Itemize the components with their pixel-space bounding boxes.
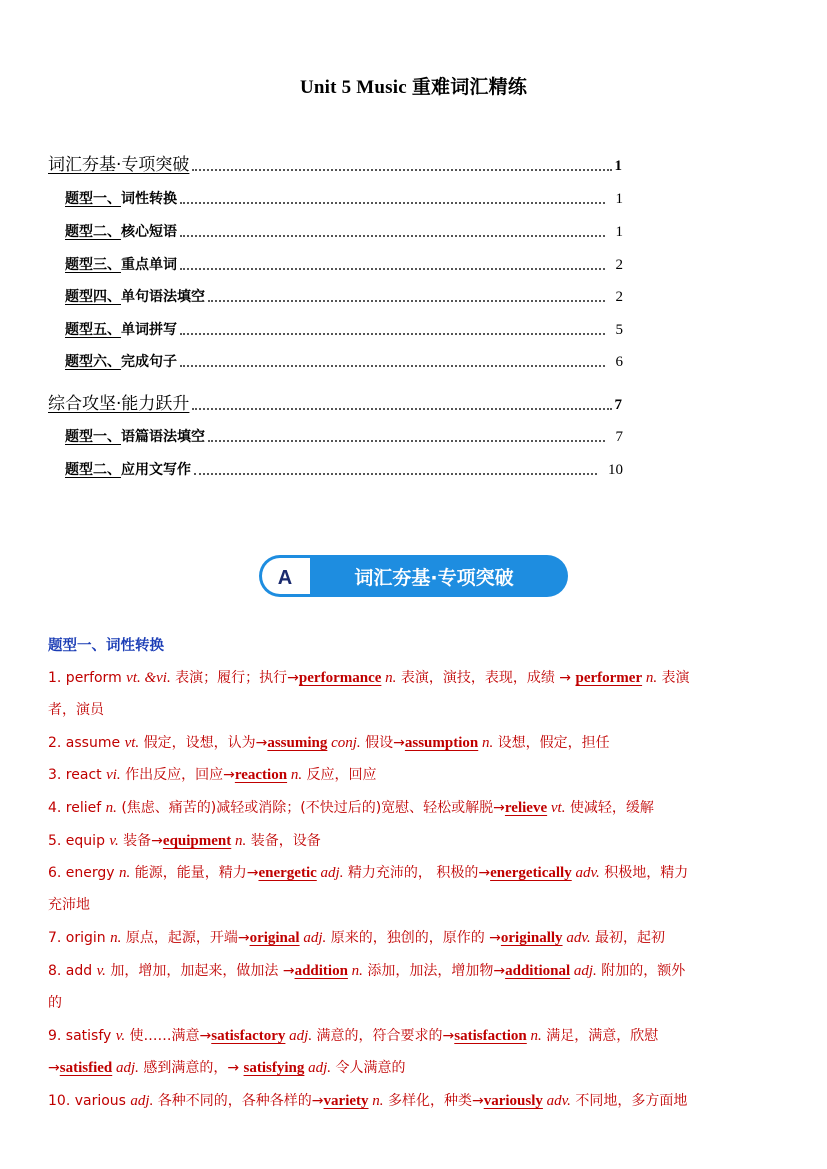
answer-word: original	[249, 930, 300, 946]
toc-page-number: 1	[614, 158, 622, 174]
vocab-entry: 3. react vi. 作出反应，回应→reaction n. 反应，回应	[48, 767, 377, 783]
vocab-entry: 8. add v. 加，增加，加起来，做加法 →addition n. 添加，加法，增加物→additional adj. 附加的，额外 的	[48, 963, 686, 1011]
answer-word: energetic	[258, 865, 317, 881]
answer-word: variously	[483, 1093, 543, 1109]
vocab-entry: 10. various adj. 各种不同的，各种各样的→variety n. 多样化，种类→variously adv. 不同地，多方面地	[48, 1093, 688, 1109]
answer-word: satisfaction	[454, 1028, 527, 1044]
section-banner	[259, 555, 568, 597]
toc-page-number: 10	[608, 462, 623, 478]
toc-page-number: 2	[615, 257, 623, 273]
vocab-entry: 4. relief n. (焦虑、痛苦的)减轻或消除；(不快过后的)宽慰、轻松或解脱→relieve vt. 使减轻，缓解	[48, 800, 654, 816]
toc-item[interactable]	[65, 254, 623, 274]
toc-page-number: 2	[615, 289, 623, 305]
answer-word: satisfied	[59, 1060, 113, 1076]
toc-leader-dots	[192, 168, 611, 171]
answer-word: equipment	[162, 833, 232, 849]
answer-word: relieve	[504, 800, 548, 816]
toc-item-label: 题型五、单词拼写	[65, 322, 177, 338]
answer-word: satisfactory	[211, 1028, 286, 1044]
banner-letter: A	[277, 567, 293, 589]
answer-word: originally	[500, 930, 563, 946]
toc-leader-dots	[180, 364, 605, 367]
toc-page-number: 1	[615, 224, 623, 240]
toc-leader-dots	[180, 234, 605, 237]
toc-leader-dots	[208, 299, 605, 302]
answer-word: variety	[323, 1093, 369, 1109]
answer-word: performance	[298, 670, 382, 686]
vocab-entry: 5. equip v. 装备→equipment n. 装备，设备	[48, 833, 321, 849]
toc-item-label: 题型一、词性转换	[65, 191, 177, 207]
toc-item-label: 题型六、完成句子	[65, 354, 177, 370]
toc-section-1[interactable]	[48, 150, 622, 175]
toc-item[interactable]	[65, 221, 623, 241]
toc-item[interactable]	[65, 319, 623, 339]
toc-item-label: 题型二、核心短语	[65, 224, 177, 240]
toc-item-label: 题型二、应用文写作	[65, 462, 191, 478]
answer-word: satisfying	[243, 1060, 305, 1076]
toc-item[interactable]	[65, 188, 623, 208]
section-heading: 题型一、词性转换	[48, 638, 164, 654]
page-title: Unit 5 Music 重难词汇精练	[299, 77, 528, 98]
toc-item[interactable]	[65, 286, 623, 306]
toc-page-number: 5	[615, 322, 623, 338]
answer-word: assumption	[404, 735, 479, 751]
toc-leader-dots	[194, 472, 597, 475]
toc-section-2[interactable]	[48, 389, 622, 414]
toc-section-label: 词汇夯基·专项突破	[48, 155, 190, 175]
toc-leader-dots	[180, 201, 605, 204]
toc-leader-dots	[180, 267, 605, 270]
vocab-entry: 2. assume vt. 假定，设想，认为→assuming conj. 假设→assumption n. 设想，假定，担任	[48, 735, 610, 751]
toc-item[interactable]	[65, 351, 623, 371]
vocab-entry: 6. energy n. 能源，能量，精力→energetic adj. 精力充沛的， 积极的→energetically adv. 积极地，精力 充沛地	[48, 865, 689, 913]
answer-word: energetically	[490, 865, 572, 881]
vocab-entry: 7. origin n. 原点，起源，开端→original adj. 原来的，独创的，原作的 →originally adv. 最初，起初	[48, 930, 666, 946]
toc-page-number: 7	[615, 429, 623, 445]
toc-leader-dots	[192, 407, 611, 410]
answer-word: addition	[294, 963, 348, 979]
toc-page-number: 6	[615, 354, 623, 370]
answer-word: reaction	[234, 767, 288, 783]
answer-word: assuming	[267, 735, 328, 751]
toc-item-label: 题型三、重点单词	[65, 257, 177, 273]
toc-section-label: 综合攻坚·能力跃升	[48, 394, 190, 414]
toc-page-number: 7	[614, 397, 622, 413]
answer-word: additional	[505, 963, 571, 979]
answer-word: performer	[575, 670, 643, 686]
vocab-entry: 9. satisfy v. 使……满意→satisfactory adj. 满意的，符合要求的→satisfaction n. 满足，满意，欣慰 →satisfied adj. 感到满意的，→ satisfying adj. 令人满意的	[48, 1028, 659, 1076]
toc-leader-dots	[180, 332, 605, 335]
toc-item-label: 题型一、语篇语法填空	[65, 429, 205, 445]
banner-title: 词汇夯基·专项突破	[354, 567, 514, 589]
toc-leader-dots	[208, 439, 605, 442]
toc-page-number: 1	[615, 191, 623, 207]
toc-item-label: 题型四、单句语法填空	[65, 289, 205, 305]
toc-item[interactable]	[65, 426, 623, 446]
toc-item[interactable]	[65, 459, 623, 479]
vocab-entry: 1. perform vt. &vi. 表演；履行；执行→performance n. 表演，演技，表现，成绩 → performer n. 表演 者，演员	[48, 670, 690, 718]
